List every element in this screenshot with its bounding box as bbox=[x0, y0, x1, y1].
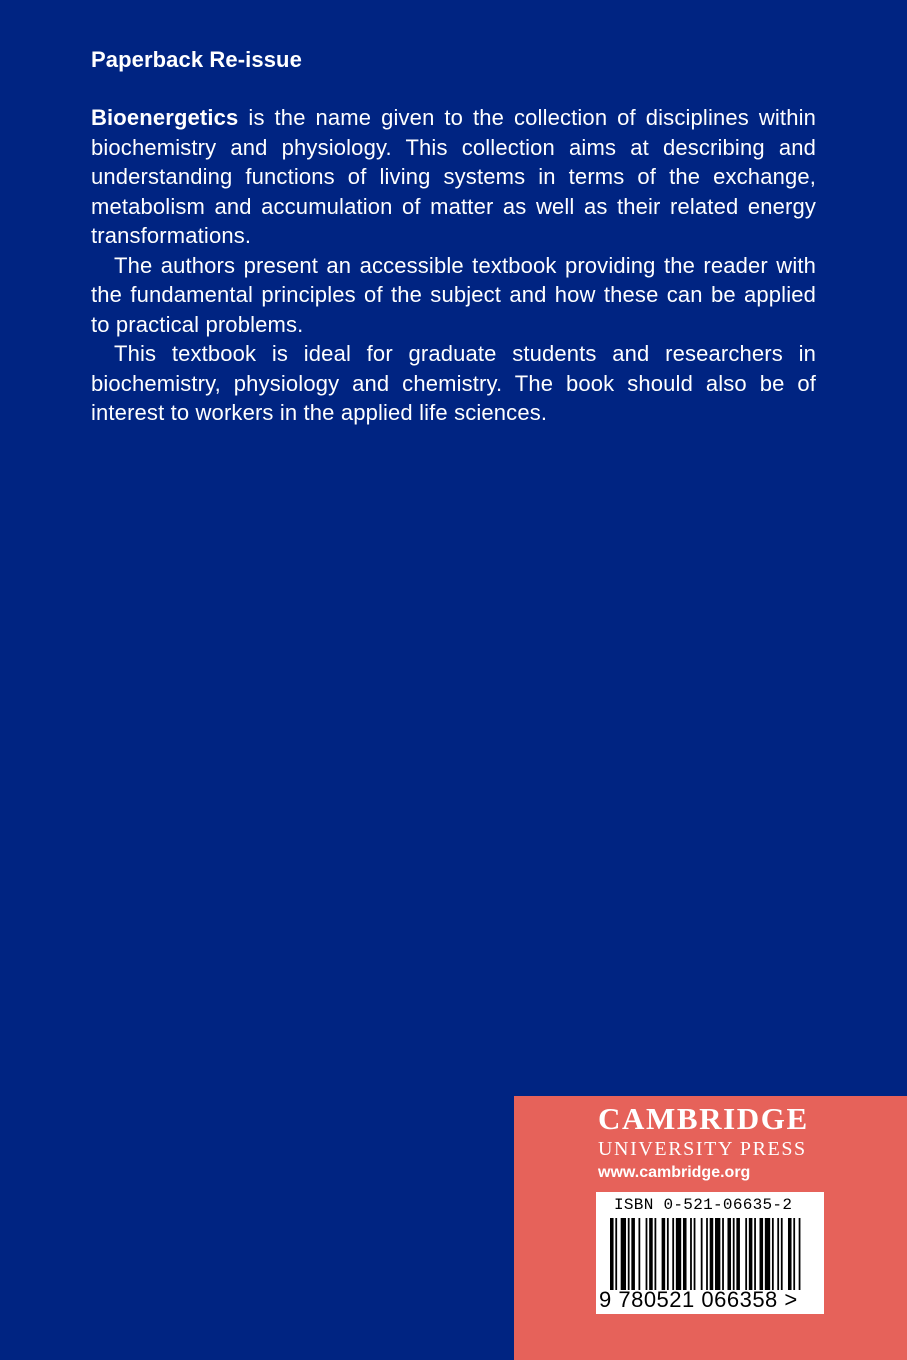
barcode-bar bbox=[760, 1218, 764, 1290]
barcode-bar bbox=[628, 1218, 630, 1290]
barcode-bar bbox=[765, 1218, 770, 1290]
barcode-bar bbox=[649, 1218, 653, 1290]
barcode-bar bbox=[615, 1218, 617, 1290]
publisher-panel bbox=[514, 1096, 907, 1360]
publisher-url: www.cambridge.org bbox=[598, 1164, 751, 1181]
barcode-bar bbox=[710, 1218, 714, 1290]
barcode-box bbox=[596, 1192, 824, 1314]
blurb-paragraph-1-text: is the name given to the collection of disciplines within biochemistry and physiology. This collection aims at describing and understanding functions of living systems in terms of the exchange, metabolism and accumulation of matter as well as their related energy transformations. bbox=[91, 105, 816, 248]
barcode-bar bbox=[745, 1218, 747, 1290]
barcode-bar bbox=[793, 1218, 795, 1290]
cover-blurb bbox=[91, 44, 816, 428]
barcode-bar bbox=[736, 1218, 740, 1290]
isbn-label: ISBN 0-521-06635-2 bbox=[614, 1196, 793, 1214]
barcode-bar bbox=[662, 1218, 666, 1290]
barcode-bar bbox=[727, 1218, 731, 1290]
barcode-bar bbox=[754, 1218, 756, 1290]
barcode-bar bbox=[777, 1218, 779, 1290]
barcode-bar bbox=[610, 1218, 614, 1290]
book-title-bold: Bioenergetics bbox=[91, 105, 239, 130]
blurb-paragraph-3: This textbook is ideal for graduate students and researchers in biochemistry, physiology and chemistry. The book should also be of interest to workers in the applied life sciences. bbox=[91, 341, 816, 425]
publisher-name: CAMBRIDGE bbox=[598, 1101, 809, 1136]
barcode-bar bbox=[655, 1218, 657, 1290]
barcode-bar bbox=[690, 1218, 692, 1290]
blurb-paragraph-1 bbox=[91, 103, 816, 251]
barcode-icon bbox=[610, 1218, 804, 1290]
barcode-bar bbox=[638, 1218, 640, 1290]
barcode-bar bbox=[772, 1218, 774, 1290]
barcode-bar bbox=[631, 1218, 635, 1290]
barcode-bar bbox=[715, 1218, 720, 1290]
reissue-heading: Paperback Re-issue bbox=[91, 47, 302, 72]
barcode-bar bbox=[701, 1218, 703, 1290]
barcode-bar bbox=[799, 1218, 801, 1290]
barcode-bar bbox=[646, 1218, 648, 1290]
barcode-bar bbox=[672, 1218, 674, 1290]
barcode-bar bbox=[788, 1218, 792, 1290]
barcode-bar bbox=[694, 1218, 696, 1290]
blurb-paragraph-2: The authors present an accessible textbook providing the reader with the fundamental principles of the subject and how these can be applied to practical problems. bbox=[91, 252, 816, 337]
barcode-bar bbox=[733, 1218, 735, 1290]
barcode-bar bbox=[621, 1218, 626, 1290]
barcode-bar bbox=[722, 1218, 724, 1290]
barcode-bar bbox=[667, 1218, 669, 1290]
barcode-bar bbox=[676, 1218, 681, 1290]
publisher-subtitle: UNIVERSITY PRESS bbox=[598, 1138, 807, 1160]
barcode-bar bbox=[781, 1218, 783, 1290]
barcode-digits: 9 780521 066358 > bbox=[599, 1287, 798, 1312]
barcode-bar bbox=[749, 1218, 753, 1290]
barcode-bar bbox=[683, 1218, 687, 1290]
barcode-bar bbox=[706, 1218, 708, 1290]
